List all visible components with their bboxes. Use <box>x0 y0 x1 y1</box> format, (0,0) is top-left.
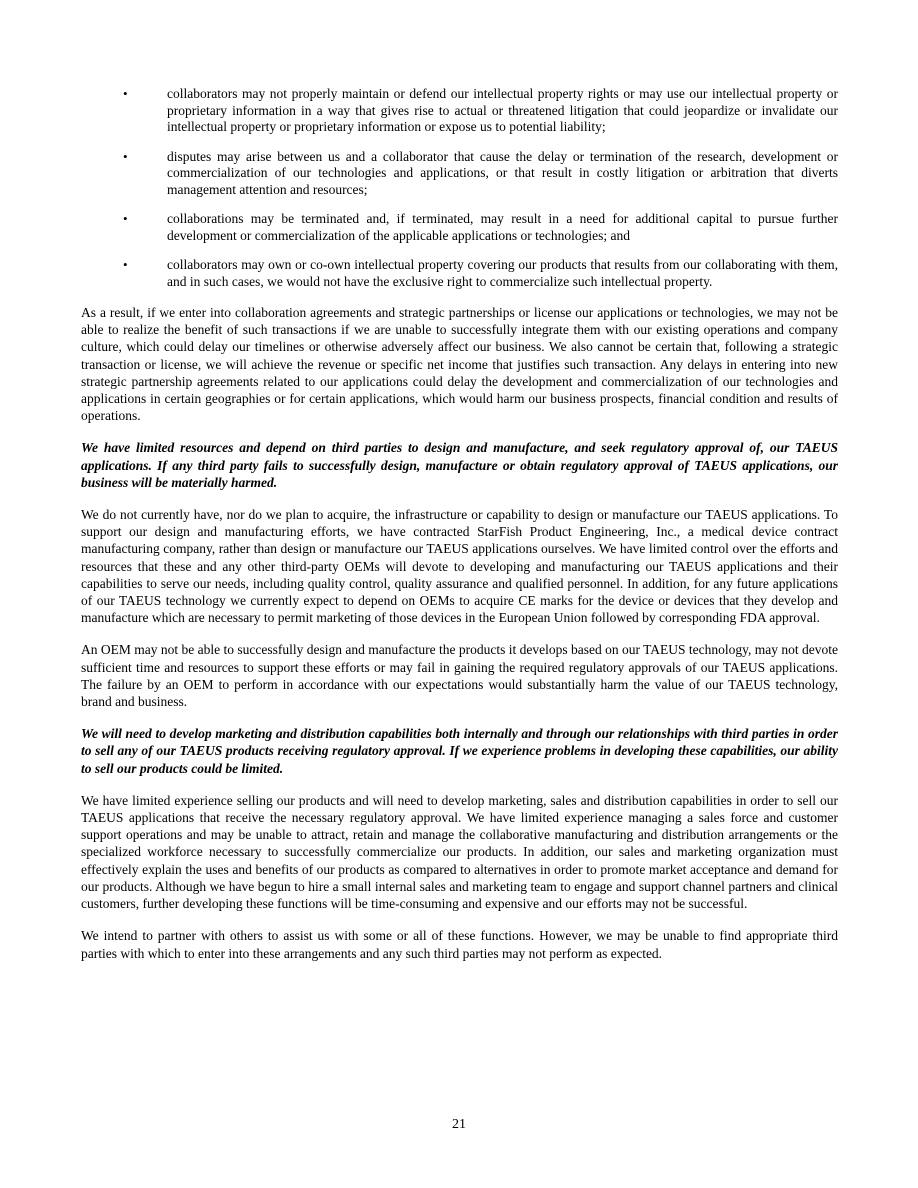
bullet-icon: • <box>123 148 128 164</box>
bullet-item <box>81 86 838 136</box>
page-number: 21 <box>452 1117 466 1132</box>
bullet-icon: • <box>123 211 128 226</box>
risk-bullet-list <box>81 86 838 290</box>
bullet-item <box>81 257 838 290</box>
bullet-text: collaborators may not properly maintain or defend our intellectual property rights or may use our intellectual property or proprietary information in a way that gives rise to actual or threatened litigation that could jeopardize or invalidate our intellectual property or proprietary information or expose us to potential liability; <box>167 86 838 134</box>
bullet-item <box>81 211 838 244</box>
bullet-text: collaborators may own or co-own intellectual property covering our products that results from our collaborating with them, and in such cases, we would not have the exclusive right to commercialize such intellectual property. <box>167 257 838 289</box>
paragraph-oem-risk: An OEM may not be able to successfully design and manufacture the products it develops based on our TAEUS technology, may not devote sufficient time and resources to support these efforts or may fail in gaining the required regulatory approvals of our TAEUS applications. The failure by an OEM to perform in accordance with our expectations would substantially harm the value of our TAEUS technology, brand and business. <box>81 642 838 710</box>
paragraph-collaboration-results: As a result, if we enter into collaboration agreements and strategic partnerships or license our applications or technologies, we may not be able to realize the benefit of such transactions if we are unable to successfully integrate them with our existing operations and company culture, which could delay our timelines or otherwise adversely affect our business. We also cannot be certain that, following a strategic transaction or license, we will achieve the revenue or specific net income that justifies such transaction. Any delays in entering into new strategic partnership agreements related to our applications could delay the development and commercialization of our technologies and applications in certain geographies or for certain applications, which would harm our business prospects, financial condition and results of operations. <box>81 305 838 424</box>
bullet-icon: • <box>123 86 128 101</box>
risk-heading-third-parties: We have limited resources and depend on third parties to design and manufacture, and seek regulatory approval of, our TAEUS applications. If any third party fails to successfully design, manufacture or obtain regulatory approval of TAEUS applications, our business will be materially harmed. <box>81 440 838 490</box>
bullet-item <box>81 149 838 199</box>
paragraph-sales-experience: We have limited experience selling our products and will need to develop marketing, sales and distribution capabilities in order to sell our TAEUS applications that receive the necessary regulatory approval. We have limited experience managing a sales force and customer support operations and may be unable to attract, retain and manage the collaborative manufacturing and distribution arrangements or the specialized workforce necessary to successfully commercialize our products. In addition, our sales and marketing organization must effectively explain the uses and benefits of our products as compared to alternatives in order to promote market acceptance and demand for our products. Although we have begun to hire a small internal sales and marketing team to engage and support channel partners and clinical customers, further developing these functions will be time-consuming and expensive and our efforts may not be successful. <box>81 792 838 912</box>
bullet-icon: • <box>123 257 128 272</box>
bullet-text: collaborations may be terminated and, if terminated, may result in a need for additional capital to pursue further development or commercialization of the applicable applications or technologies; and <box>167 211 838 243</box>
paragraph-partnering: We intend to partner with others to assist us with some or all of these functions. However, we may be unable to find appropriate third parties with which to enter into these arrangements and any such third parties may not perform as expected. <box>81 928 838 961</box>
document-page <box>81 86 838 977</box>
bullet-text: disputes may arise between us and a collaborator that cause the delay or termination of the research, development or commercialization of our technologies and applications, or that result in costly litigation or arbitration that diverts management attention and resources; <box>167 148 838 197</box>
risk-heading-marketing: We will need to develop marketing and distribution capabilities both internally and through our relationships with third parties in order to sell any of our TAEUS products receiving regulatory approval. If we experience problems in developing these capabilities, our ability to sell our products could be limited. <box>81 726 838 776</box>
paragraph-manufacturing: We do not currently have, nor do we plan to acquire, the infrastructure or capability to design or manufacture our TAEUS applications. To support our design and manufacturing efforts, we have contracted StarFish Product Engineering, Inc., a medical device contract manufacturing company, rather than design or manufacture our TAEUS applications ourselves. We have limited control over the efforts and resources that these and any other third-party OEMs will devote to developing and manufacturing our TAEUS applications and their capabilities to serve our needs, including quality control, quality assurance and qualified personnel. In addition, for any future applications of our TAEUS technology we currently expect to depend on OEMs to acquire CE marks for the device or devices that they develop and manufacture which are necessary to permit marketing of those devices in the European Union followed by corresponding FDA approval. <box>81 507 838 626</box>
